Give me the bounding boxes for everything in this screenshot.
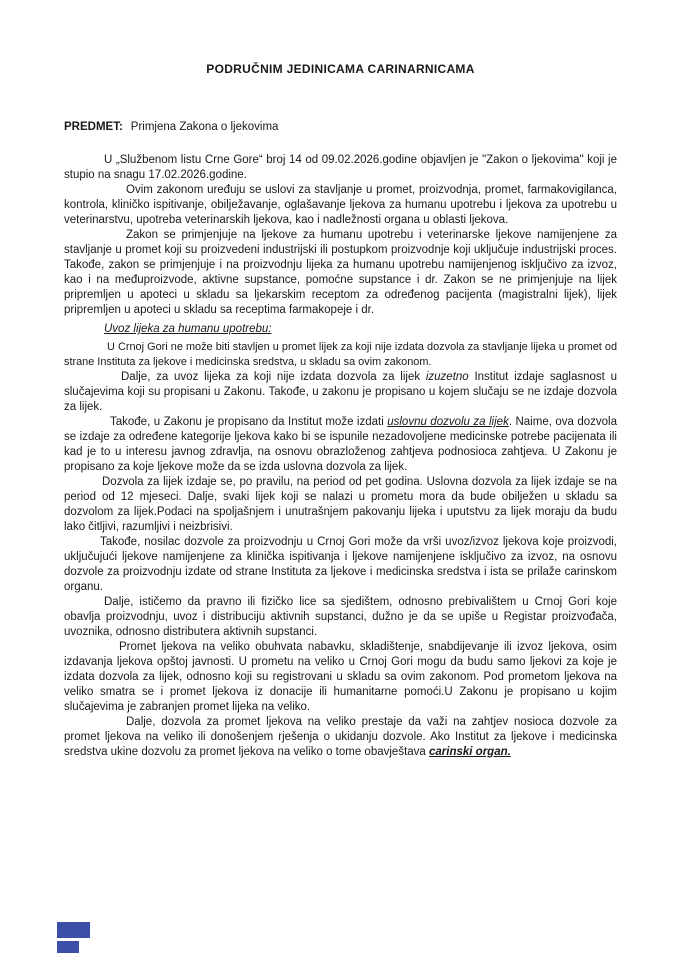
document-paragraphs [64,153,617,760]
paragraph-scope [64,183,617,228]
paragraph-segment: U „Službenom listu Crne Gore“ broj 14 od 09.02.2026.godine objavljen je "Zakon o ljekovima" koji je stupio na snagu 17.02.2026.godine. [64,154,617,181]
paragraph-segment: Zakon se primjenjuje na ljekove za humanu upotrebu i veterinarske ljekove namijenjene za stavljanje u promet koji su proizvedeni industrijski ili postupkom proizvodnje koji uključuje industrijski proces. Takođe, zakon se primjenjuje i na proizvodnju lijeka za humanu upotrebu namijenjenog isključivo za izvoz, kao i na međuproizvode, aktivne supstance, pomoćne supstance i dr. Zakon se ne primjenjuje na lijek pripremljen u apoteci u skladu sa ljekarskim receptom za određenog pacijenta (magistralni lijek), lijek pripremljen u apoteci u skladu sa receptima farmakopeje i dr. [64,229,617,316]
paragraph-prestanak-dozvole [64,715,617,760]
paragraph-promet-veliko [64,640,617,715]
paragraph-intro [64,153,617,183]
paragraph-segment: Uvoz lijeka za humanu upotrebu: [104,323,272,335]
paragraph-segment: Institut izdaje saglasnost u slučajevima koji su propisani u Zakonu. Takođe, u zakonu je propisano u kojem slučaju se ne izdaje dozvola za lijek. [64,371,617,413]
paragraph-registar [64,595,617,640]
paragraph-uslovna-dozvola [64,415,617,475]
subject-text: Primjena Zakona o ljekovima [130,121,279,133]
paragraph-segment: Dozvola za lijek izdaje se, po pravilu, na period od pet godina. Uslovna dozvola za lijek izdaje se na period od 12 mjeseci. Dalje, svaki lijek koji se nalazi u prometu mora da bude obilježen u skladu sa dozvolom za lijek.Podaci na spoljašnjem i unutrašnjem pakovanju lijeka i uputstvu za lijek moraju da budu lako čitljivi, razumljivi i neizbrisivi. [64,476,617,533]
subject-line [64,121,617,133]
paragraph-segment: Dalje, dozvola za promet ljekova na veliko prestaje da važi na zahtjev nosioca dozvole za promet ljekova na veliko ili donošenjem rješenja o ukidanju dozvole. Ako Institut za ljekove i medicinska sredstva ukine dozvolu za promet ljekova na veliko o tome obavještava [64,716,617,758]
paragraph-segment: . Naime, ova dozvola se izdaje za određene kategorije ljekova kako bi se ispunile nezadovoljene medicinske potrebe pacijenata ili kad je to u interesu javnog zdravlja, na osnovu obrazloženog zahtjeva podnosioca zahtjeva. U Zakonu je propisano za koje ljekove može da se izda uslovna dozvola za lijek. [64,416,617,473]
paragraph-segment: Takođe, u Zakonu je propisano da Institut može izdati [110,416,388,428]
subject-label: PREDMET: [64,121,123,133]
paragraph-period-dozvole [64,475,617,535]
paragraph-segment: carinski organ. [429,746,511,758]
paragraph-segment: Dalje, za uvoz lijeka za koji nije izdata dozvola za lijek [121,371,426,383]
paragraph-dozvola-stavljanje [64,340,617,370]
document-title: PODRUČNIM JEDINICAMA CARINARNICAMA [206,62,475,76]
paragraph-segment: Dalje, ističemo da pravno ili fizičko lice sa sjedištem, odnosno prebivalištem u Crnoj Gori koje obavlja proizvodnju, uvoz i distribuciju aktivnih supstanci, dužno je da se upiše u Registar proizvođača, uvoznika, odnosno distributera aktivnih supstanci. [64,596,617,638]
paragraph-segment: Takođe, nosilac dozvole za proizvodnju u Crnoj Gori može da vrši uvoz/izvoz ljekova koje proizvodi, uključujući ljekove namijenjene za klinička ispitivanja i ljekove namijenjene isključivo za izvoz, na osnovu dozvole za proizvodnju izdate od strane Instituta za ljekove i medicinska sredstva i ista se prilaže carinskom organu. [64,536,617,593]
paragraph-segment: izuzetno [425,371,469,383]
paragraph-segment: uslovnu dozvolu za lijek [387,416,509,428]
paragraph-segment: Ovim zakonom uređuju se uslovi za stavljanje u promet, proizvodnja, promet, farmakovigilanca, kontrola, kliničko ispitivanje, obilježavanje, oglašavanje ljekova za humanu upotrebu i ljekova za upotrebu u veterinarstvu, upotreba veterinarskih ljekova, kao i nadležnosti organa u oblasti ljekova. [64,184,617,226]
stamp-mark-1 [57,922,90,938]
paragraph-application [64,228,617,318]
paragraph-segment: U Crnoj Gori ne može biti stavljen u promet lijek za koji nije izdata dozvola za stavljanje lijeka u promet od strane Instituta za ljekove i medicinska sredstva, u skladu sa ovim zakonom. [64,341,617,368]
paragraph-saglasnost [64,370,617,415]
paragraph-segment: Promet ljekova na veliko obuhvata nabavku, skladištenje, snabdijevanje ili izvoz ljekova, osim izdavanja ljekova opštoj javnosti. U prometu na veliko u Crnoj Gori mogu da budu samo ljekovi za koje je izdata dozvola za lijek, odnosno koji su registrovani u skladu sa ovim zakonom. Pod prometom ljekova na veliko smatra se i promet ljekova iz donacije ili humanitarne pomoći.U Zakonu je propisano u kojim slučajevima je zabranjen promet lijeka na veliko. [64,641,617,713]
section-heading-uvoz [64,322,617,337]
paragraph-nosilac-dozvole [64,535,617,595]
stamp-mark-2 [57,941,79,953]
